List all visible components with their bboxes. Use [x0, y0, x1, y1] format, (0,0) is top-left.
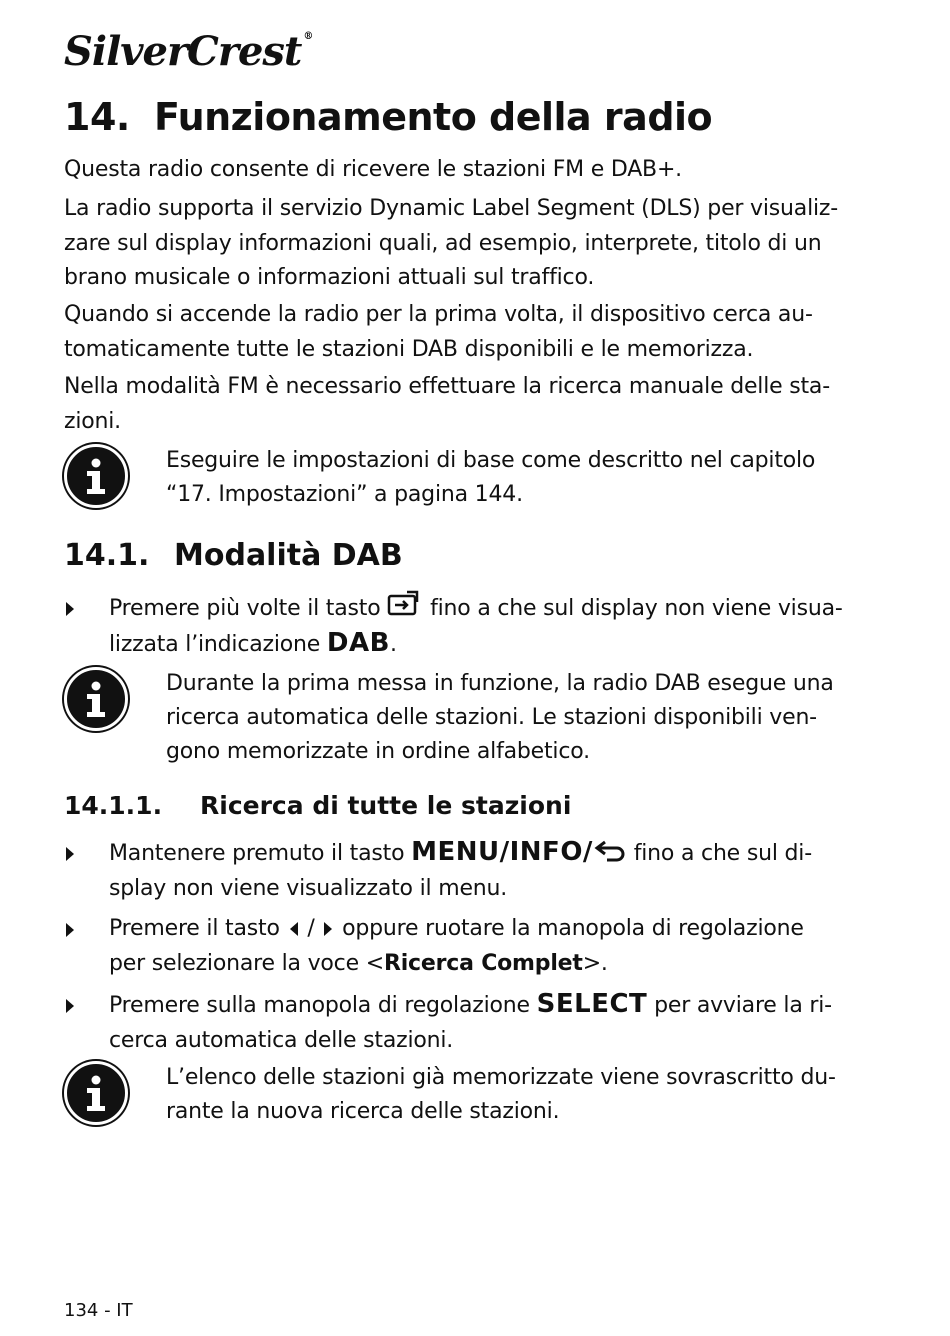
text-segment: oppure ruotare la manopola di regolazione: [342, 916, 804, 941]
info-icon: [64, 667, 128, 731]
text-segment: Premere il tasto: [109, 916, 280, 941]
ricerca-complet-label: Ricerca Complet: [383, 951, 583, 976]
subsubsection-number: 14.1.1.: [64, 791, 163, 820]
text-segment: lizzata l’indicazione: [109, 632, 321, 657]
text-line: zioni.: [64, 408, 121, 434]
text-line: L’elenco delle stazioni già memorizzate viene sovrascritto du-: [166, 1065, 836, 1090]
text-line: zare sul display informazioni quali, ad esempio, interprete, titolo di un: [64, 230, 822, 256]
text-segment: fino a che sul di-: [633, 841, 812, 866]
step-arrow-icon: [64, 998, 76, 1014]
text-segment: Premere sulla manopola di regolazione: [109, 993, 530, 1018]
text-line: La radio supporta il servizio Dynamic Label Segment (DLS) per visualiz-: [64, 196, 838, 221]
text-segment: Mantenere premuto il tasto: [109, 841, 405, 866]
text-line: splay non viene visualizzato il menu.: [109, 876, 508, 901]
text-line: cerca automatica delle stazioni.: [109, 1028, 454, 1053]
section-number: 14.: [64, 95, 130, 139]
subsubsection-title: Ricerca di tutte le stazioni: [200, 791, 572, 820]
step-arrow-icon: [64, 846, 76, 862]
right-arrow-icon: [321, 920, 335, 938]
select-label: SELECT: [536, 989, 648, 1019]
intro-paragraph-1: [64, 153, 864, 188]
step-arrow-icon: [64, 601, 76, 617]
registered-mark: ®: [303, 31, 313, 42]
text-segment: .: [389, 632, 397, 657]
text-segment: >.: [582, 951, 608, 976]
brand-name: SilverCrest: [64, 28, 302, 75]
note-text: [166, 444, 866, 512]
text-segment: /: [307, 916, 315, 941]
subsection-number: 14.1.: [64, 538, 150, 573]
section-title: Funzionamento della radio: [154, 95, 713, 139]
section-heading: [64, 94, 712, 140]
text-line: Durante la prima messa in funzione, la radio DAB esegue una: [166, 671, 834, 696]
subsection-title: Modalità DAB: [174, 538, 403, 573]
info-icon: [64, 444, 128, 508]
dab-label: DAB: [326, 628, 390, 658]
brand-logo: [64, 28, 313, 75]
subsection-heading: [64, 536, 403, 576]
subsubsection-heading: [64, 788, 571, 824]
note-text: [166, 667, 866, 769]
text-line: Questa radio consente di ricevere le stazioni FM e DAB+.: [64, 157, 682, 182]
info-icon: [64, 1061, 128, 1125]
page-number: 134 - IT: [64, 1300, 133, 1321]
menu-info-label: MENU/INFO/: [411, 837, 593, 867]
intro-paragraph-2: [64, 192, 864, 296]
source-button-icon: [387, 590, 423, 618]
text-segment: per selezionare la voce <: [109, 951, 384, 976]
intro-paragraph-3: [64, 298, 864, 367]
note-text: [166, 1061, 866, 1129]
text-segment: per avviare la ri-: [654, 993, 832, 1018]
step-arrow-icon: [64, 922, 76, 938]
text-line: tomaticamente tutte le stazioni DAB disponibili e le memorizza.: [64, 336, 754, 362]
text-segment: Premere più volte il tasto: [109, 596, 381, 621]
intro-paragraph-4: [64, 370, 864, 439]
text-line: rante la nuova ricerca delle stazioni.: [166, 1099, 560, 1124]
text-line: ricerca automatica delle stazioni. Le stazioni disponibili ven-: [166, 705, 817, 730]
text-segment: fino a che sul display non viene visua-: [430, 596, 843, 621]
text-line: Quando si accende la radio per la prima volta, il dispositivo cerca au-: [64, 302, 813, 327]
text-line: gono memorizzate in ordine alfabetico.: [166, 739, 590, 764]
text-line: Eseguire le impostazioni di base come descritto nel capitolo: [166, 448, 816, 473]
text-line: brano musicale o informazioni attuali sul traffico.: [64, 265, 595, 290]
text-line: Nella modalità FM è necessario effettuare la ricerca manuale delle sta-: [64, 374, 830, 399]
text-line: “17. Impostazioni” a pagina 144.: [166, 482, 523, 507]
back-arrow-icon: [593, 839, 627, 863]
left-arrow-icon: [287, 920, 301, 938]
